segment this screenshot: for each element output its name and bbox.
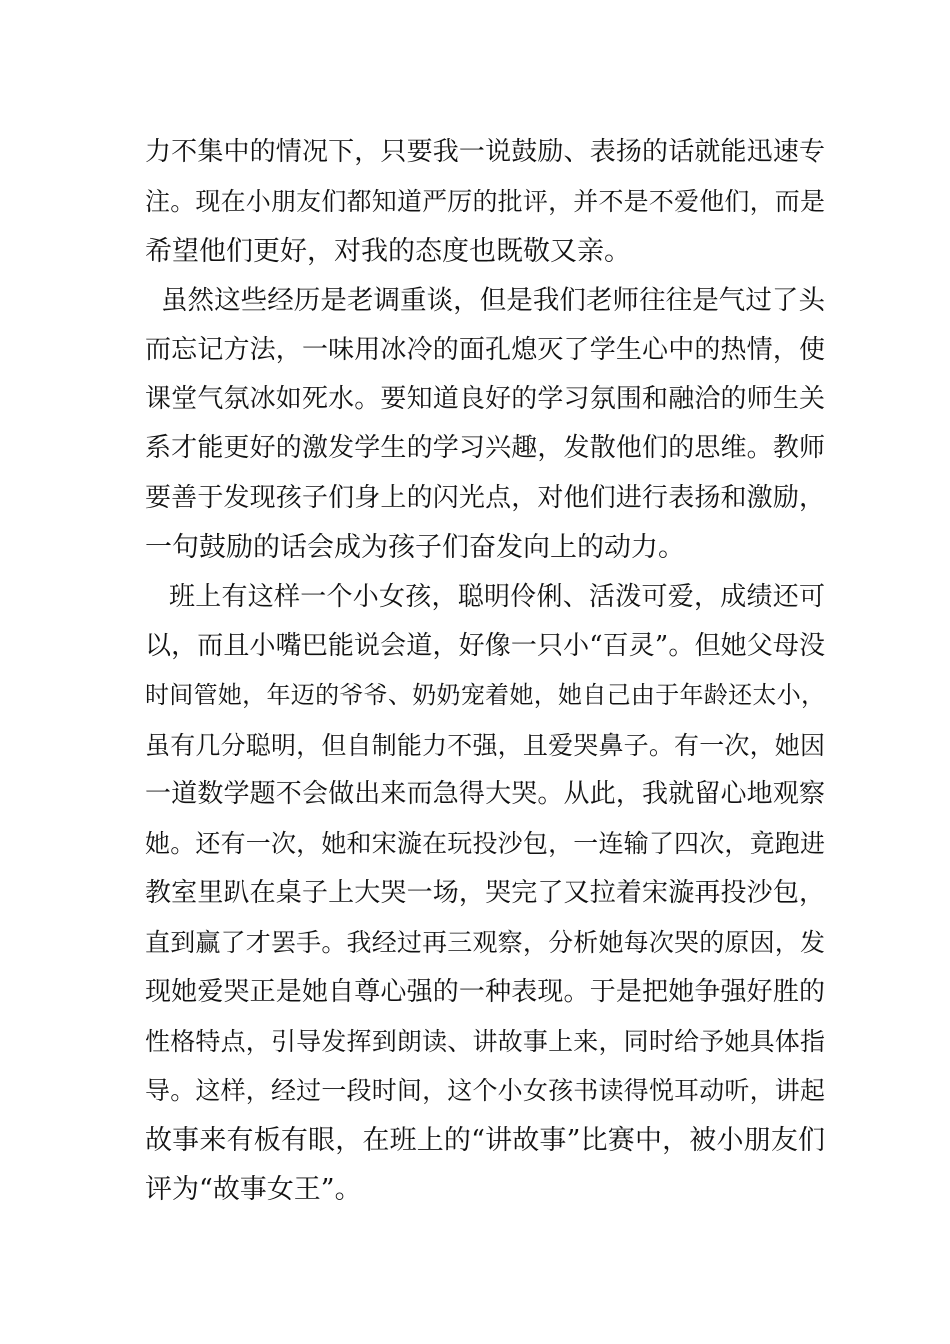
text-line: 性格特点，引导发挥到朗读、讲故事上来，同时给予她具体指 [145, 1027, 825, 1057]
text-line: 注。现在小朋友们都知道严厉的批评，并不是不爱他们，而是 [145, 187, 825, 217]
text-line: 虽然这些经历是老调重谈，但是我们老师往往是气过了头 [161, 285, 825, 317]
text-line: 系才能更好的激发学生的学习兴趣，发散他们的思维。教师 [145, 433, 825, 464]
text-line: 班上有这样一个小女孩，聪明伶俐、活泼可爱，成绩还可 [169, 581, 825, 612]
text-line: 以，而且小嘴巴能说会道，好像一只小“百灵”。但她父母没 [145, 630, 825, 661]
text-line: 力不集中的情况下，只要我一说鼓励、表扬的话就能迅速专 [145, 137, 825, 167]
text-line: 时间管她，年迈的爷爷、奶奶宠着她，她自己由于年龄还太小， [145, 681, 825, 710]
text-line: 导。这样，经过一段时间，这个小女孩书读得悦耳动听，讲起 [145, 1076, 825, 1106]
text-line: 现她爱哭正是她自尊心强的一种表现。于是把她争强好胜的 [145, 976, 825, 1007]
text-line: 一句鼓励的话会成为孩子们奋发向上的动力。 [145, 532, 685, 564]
text-line: 要善于发现孩子们身上的闪光点，对他们进行表扬和激励， [145, 482, 825, 513]
text-line: 一道数学题不会做出来而急得大哭。从此，我就留心地观察 [145, 779, 825, 810]
text-line: 教室里趴在桌子上大哭一场，哭完了又拉着宋漩再投沙包， [145, 877, 825, 908]
text-line: 故事来有板有眼，在班上的“讲故事”比赛中，被小朋友们 [145, 1124, 825, 1156]
text-line: 课堂气氛冰如死水。要知道良好的学习氛围和融洽的师生关 [145, 383, 825, 414]
text-line: 而忘记方法，一味用冰冷的面孔熄灭了学生心中的热情，使 [145, 334, 825, 365]
body-text [145, 128, 825, 1215]
text-line: 直到赢了才罢手。我经过再三观察，分析她每次哭的原因，发 [145, 928, 825, 958]
text-line: 评为“故事女王”。 [145, 1174, 362, 1206]
text-line: 希望他们更好，对我的态度也既敬又亲。 [145, 235, 631, 267]
text-line: 她。还有一次，她和宋漩在玩投沙包，一连输了四次，竟跑进 [145, 829, 825, 859]
text-line: 虽有几分聪明，但自制能力不强，且爱哭鼻子。有一次，她因 [145, 730, 825, 760]
